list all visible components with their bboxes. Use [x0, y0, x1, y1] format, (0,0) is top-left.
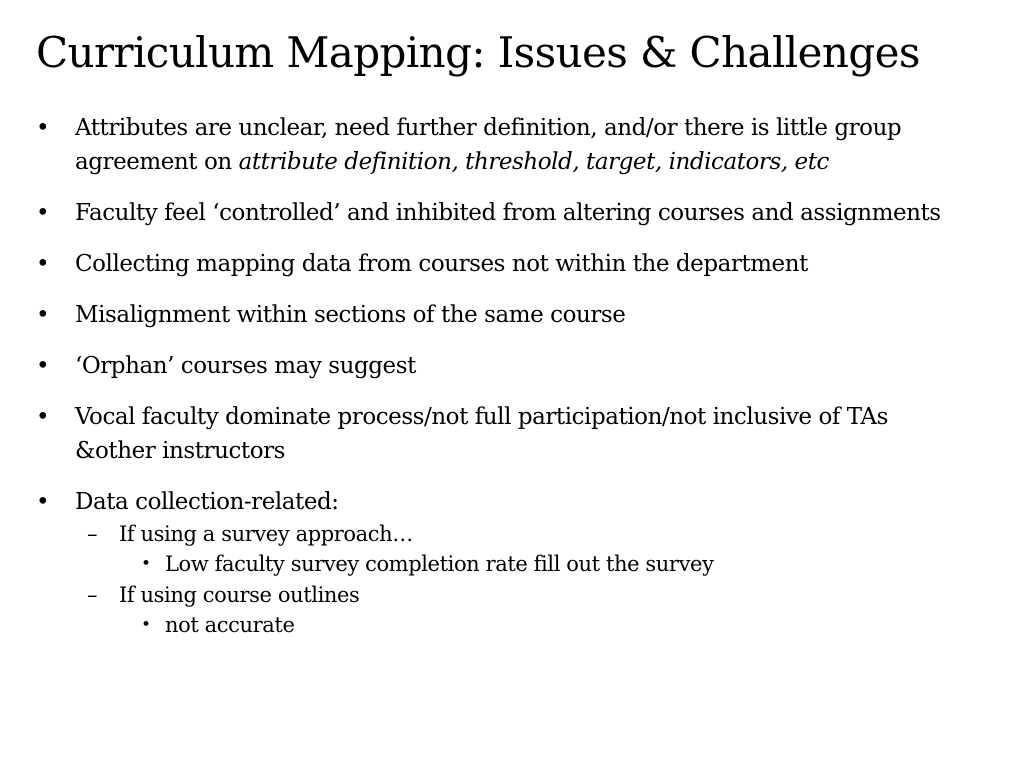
sub-bullet-text: If using a survey approach… [119, 522, 413, 546]
sub-sub-bullet-item [119, 549, 966, 580]
small-bullet-marker: • [141, 615, 151, 635]
bullet-item [36, 196, 966, 230]
sub-sub-bullet-list [119, 610, 966, 641]
bullet-list [36, 111, 966, 658]
slide-title: Curriculum Mapping: Issues & Challenges [36, 28, 920, 77]
bullet-marker: • [36, 489, 50, 515]
bullet-item [36, 298, 966, 332]
bullet-text: Misalignment within sections of the same course [75, 302, 626, 328]
bullet-text: Collecting mapping data from courses not within the department [75, 251, 808, 277]
bullet-marker: • [36, 251, 50, 277]
bullet-text: Vocal faculty dominate process/not full participation/not inclusive of TAs &other instructors [75, 404, 888, 464]
sub-bullet-item [75, 580, 966, 641]
bullet-marker: • [36, 302, 50, 328]
bullet-item [36, 485, 966, 641]
small-bullet-marker: • [141, 554, 151, 574]
bullet-marker: • [36, 115, 50, 141]
bullet-marker: • [36, 200, 50, 226]
bullet-text: ‘Orphan’ courses may suggest [75, 353, 416, 379]
bullet-text: Attributes are unclear, need further definition, and/or there is little group agreement on [75, 115, 902, 175]
sub-sub-bullet-list [119, 549, 966, 580]
bullet-text-italic: attribute definition, threshold, target, indicators, etc [238, 149, 829, 175]
bullet-item [36, 247, 966, 281]
bullet-item [36, 111, 966, 179]
bullet-item [36, 400, 966, 468]
sub-sub-bullet-text: not accurate [165, 613, 295, 637]
dash-marker: – [87, 583, 98, 607]
sub-sub-bullet-text: Low faculty survey completion rate fill out the survey [165, 552, 714, 576]
sub-bullet-text: If using course outlines [119, 583, 360, 607]
sub-bullet-item [75, 519, 966, 580]
bullet-marker: • [36, 404, 50, 430]
sub-sub-bullet-item [119, 610, 966, 641]
bullet-text: Data collection-related: [75, 489, 339, 515]
bullet-item [36, 349, 966, 383]
bullet-marker: • [36, 353, 50, 379]
dash-marker: – [87, 522, 98, 546]
sub-bullet-list [75, 519, 966, 641]
bullet-text: Faculty feel ‘controlled’ and inhibited from altering courses and assignments [75, 200, 941, 226]
